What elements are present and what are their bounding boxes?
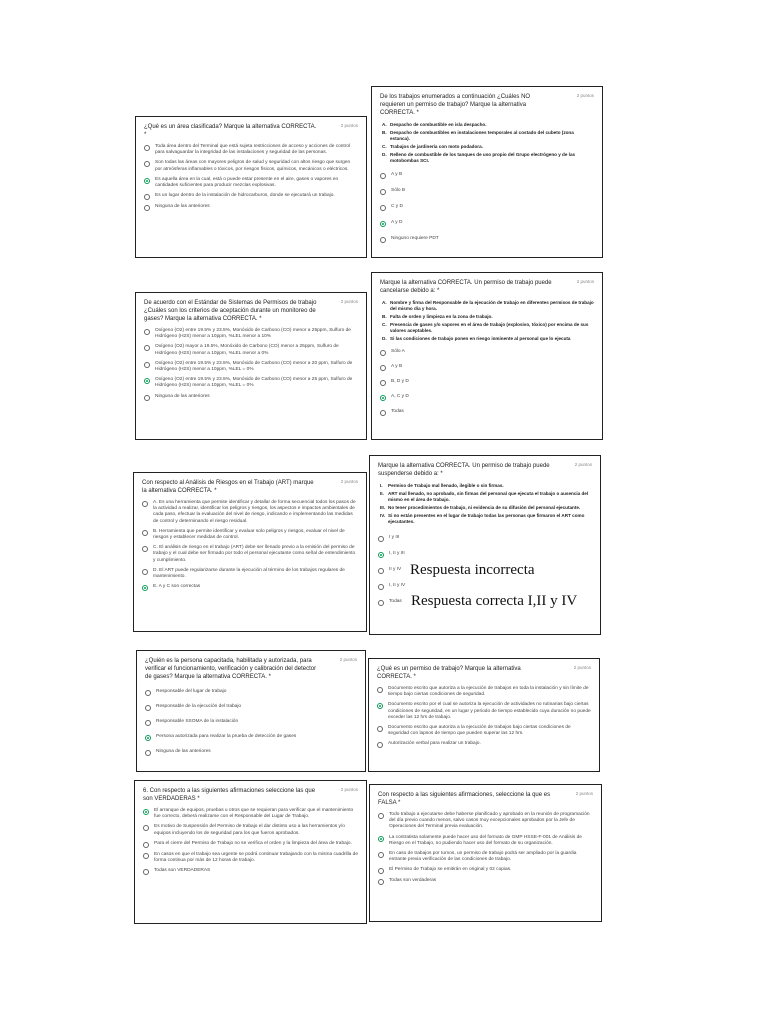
- option[interactable]: Sólo B: [380, 188, 594, 195]
- radio-icon[interactable]: [145, 750, 151, 756]
- radio-icon[interactable]: [377, 742, 383, 748]
- option[interactable]: Para el cierre del Permiso de Trabajo no se verifica el orden y la limpieza del área de trabajo.: [143, 841, 358, 848]
- option-selected[interactable]: Es aquella área en la cual, está o puede estar presente en el aire, gases o vapores en cantidades suficientes para producir mezclas explosivas.: [144, 177, 358, 189]
- question-title: Marque la alternativa CORRECTA. Un permiso de trabajo puede cancelarse debido a: *: [380, 280, 552, 294]
- option[interactable]: Son todas las áreas con mayores peligros de salud y seguridad con altos riesgo que surgen por atmósferas inflamables o tóxicos, por riesgos físicos, químicos, mecánicos o eléctricos.: [144, 160, 358, 172]
- points-label: 2 puntos: [574, 462, 592, 467]
- radio-icon[interactable]: [142, 546, 148, 552]
- radio-icon[interactable]: [380, 189, 386, 195]
- option[interactable]: B. Herramienta que permite identificar y evaluar solo peligros y riesgos, evaluar el nivel de riesgos y establecer medidas de control.: [142, 529, 358, 541]
- option-selected[interactable]: Documento escrito por el cual se autoriza la ejecución de actividades no rutinarias bajo ciertas condiciones de seguridad, en un lugar y periodo de tiempo establecido cuya duración no puede exceder las 12 hrs de trabajo.: [377, 702, 591, 721]
- option[interactable]: El Permiso de Trabajo se emitirán en original y 02 copias.: [378, 867, 593, 874]
- radio-icon[interactable]: [378, 536, 384, 542]
- option-selected[interactable]: Persona autorizada para realizar la prueba de detección de gases: [145, 734, 357, 741]
- question-card-cancel-permit: [371, 272, 603, 440]
- radio-icon[interactable]: [380, 380, 386, 386]
- option[interactable]: Es motivo de Suspensión del Permiso de trabajo el dar distinto uso a las herramientos y/o equipos incluyendo los de seguridad para los que fueron aprobados.: [143, 824, 358, 836]
- radio-selected-icon[interactable]: [142, 585, 148, 591]
- radio-icon[interactable]: [143, 842, 149, 848]
- points-label: 2 puntos: [339, 657, 357, 662]
- points-label: 2 puntos: [340, 123, 358, 128]
- option[interactable]: Autorización verbal para realizar un trabajo.: [377, 741, 591, 748]
- statement: B. Despacho de combustibles en instalaciones temporales al costado del cubeto (zona estanca).: [382, 130, 574, 141]
- option[interactable]: Responsable del lugar de trabajo: [145, 689, 357, 696]
- option[interactable]: B, D y D: [380, 379, 594, 386]
- option[interactable]: C y D: [380, 204, 594, 211]
- radio-icon[interactable]: [144, 145, 150, 151]
- radio-icon[interactable]: [144, 205, 150, 211]
- radio-selected-icon[interactable]: [145, 735, 151, 741]
- statement: C. Presencia de gases y/o vapores en el área de trabajo (explosivo, tóxico) por encima de sus valores aceptables.: [382, 322, 589, 333]
- option[interactable]: Oxígeno (O2) entre 19.5% y 23.5%, Monóxido de Carbono (CO) menor a 25ppm, Sulfuro de Hidrógeno (H2S) menor a 10ppm, %LEL menor a 10%: [144, 328, 358, 340]
- question-card-gas-detector: [136, 650, 366, 772]
- radio-icon[interactable]: [378, 813, 384, 819]
- option[interactable]: Ninguna de las anteriores: [144, 394, 358, 401]
- option[interactable]: Ninguna de las anteriores: [145, 749, 357, 756]
- question-title: ¿Qué es un permiso de trabajo? Marque la alternativa CORRECTA. *: [377, 666, 521, 680]
- option[interactable]: I y III: [378, 535, 592, 542]
- radio-icon[interactable]: [378, 584, 384, 590]
- question-card-classified-area: [135, 116, 367, 258]
- radio-icon[interactable]: [378, 868, 384, 874]
- statement: D. Relleno de combustible de los tanques de uso propio del Grupo electrógeno y de las motobombas SCI.: [382, 152, 576, 163]
- radio-icon[interactable]: [378, 600, 384, 606]
- option[interactable]: En casos en que el trabajo sea urgente se podrá continuar trabajando con la misma cuadrilla de forma continua por más de 12 horas de trabajo.: [143, 852, 358, 864]
- option[interactable]: Responsable de la ejecución del trabajo: [145, 704, 357, 711]
- option[interactable]: Es un lugar dentro de la instalación de hidrocarburos, donde se ejecutará un trabajo.: [144, 193, 358, 200]
- option-selected[interactable]: El arranque de equipos, pruebas u otros que se requieran para verificar que el mantenimiento fue correcto, deberá realizarse con el Responsable del Lugar de Trabajo.: [143, 808, 358, 820]
- radio-icon[interactable]: [142, 530, 148, 536]
- radio-icon[interactable]: [142, 501, 148, 507]
- radio-icon[interactable]: [380, 205, 386, 211]
- annotation-correct: Respuesta correcta I,II y IV: [411, 593, 578, 609]
- option[interactable]: Todas: [378, 599, 592, 606]
- option[interactable]: D. El ART puede regularizarse durante la ejecución al término de los trabajos regulares de mantenimiento.: [142, 568, 358, 580]
- option[interactable]: En caso de trabajos por turnos, un permiso de trabajo podrá ser ampliado por la guardia entrante previa verificación de las condiciones de trabajo.: [378, 851, 593, 863]
- radio-selected-icon[interactable]: [380, 221, 386, 227]
- option[interactable]: Responsable SSOMA de la instalación: [145, 719, 357, 726]
- question-title: 6. Con respecto a las siguientes afirmaciones seleccione las que son VERDADERAS *: [143, 788, 316, 802]
- points-label: 2 puntos: [340, 787, 358, 792]
- radio-selected-icon[interactable]: [377, 703, 383, 709]
- option[interactable]: Todas: [380, 409, 594, 416]
- option[interactable]: Sólo A: [380, 349, 594, 356]
- option[interactable]: C. El análisis de riesgo en el trabajo (ART) debe ser llenado previo a la emisión del permiso de trabajo y el cual debe ser firmado por todo el personal ejecutante como señal de entendimiento y cumplimiento.: [142, 545, 358, 564]
- radio-icon[interactable]: [380, 237, 386, 243]
- radio-icon[interactable]: [145, 705, 151, 711]
- question-card-art: [133, 472, 367, 632]
- option[interactable]: A y B: [380, 364, 594, 371]
- points-label: 2 puntos: [576, 279, 594, 284]
- option-selected[interactable]: A y D: [380, 220, 594, 227]
- option[interactable]: II y IV: [378, 567, 592, 574]
- radio-selected-icon[interactable]: [378, 552, 384, 558]
- radio-selected-icon[interactable]: [378, 836, 384, 842]
- question-title: Marque la alternativa CORRECTA. Un permiso de trabajo puede suspenderse debido a: *: [378, 463, 550, 477]
- option[interactable]: A. Es una herramienta que permite identificar y detallar de forma secuencial todos los pasos de la actividad a realizar, identificar los peligros y riesgos, los aspectos e impactos ambientales de cada paso, efectuar la evaluación del nivel de riesgo, indicando e implementando las medidas de control y determinando el riesgo residual.: [142, 500, 358, 525]
- radio-icon[interactable]: [380, 365, 386, 371]
- statement: C. Trabajos de jardinería con moto podadora.: [382, 144, 483, 149]
- option-selected[interactable]: E. A y C son correctas: [142, 584, 358, 591]
- question-card-gas-monitoring: [135, 292, 367, 440]
- statement: IV. Si no están presentes en el lugar de trabajo todas las personas que firmaron el ART como ejecutantes.: [380, 513, 585, 524]
- points-label: 2 puntos: [340, 479, 358, 484]
- option[interactable]: Todas son verdaderas: [378, 878, 593, 885]
- radio-icon[interactable]: [380, 410, 386, 416]
- annotation-incorrect: Respuesta incorrecta: [410, 562, 535, 578]
- option[interactable]: Documento escrito que autoriza a la ejecución de trabajos en toda la instalación y sin límite de tiempo bajo ciertas condiciones de seguridad.: [377, 686, 591, 698]
- points-label: 2 puntos: [576, 93, 594, 98]
- question-title: De los trabajos enumerados a continuación ¿Cuáles NO requieren un permiso de trabajo? Marque la alternativa CORRECTA. *: [380, 94, 531, 116]
- question-title: Con respecto a las siguientes afirmaciones, seleccione la que es FALSA *: [378, 792, 551, 806]
- statement: III. No tener procedimientos de trabajo, ni evidencia de su difusión del personal ejecutante.: [380, 505, 581, 510]
- points-label: 2 puntos: [573, 665, 591, 670]
- radio-icon[interactable]: [378, 879, 384, 885]
- statement: A. Nombre y firma del Responsable de la ejecución de trabajo en diferentes permisos de trabajo del mismo día y hora.: [382, 300, 594, 311]
- radio-selected-icon[interactable]: [144, 178, 150, 184]
- radio-icon[interactable]: [378, 568, 384, 574]
- option[interactable]: Oxígeno (O2) entre 19.5% y 23.5%, Monóxido de Carbono (CO) menor a 20 ppm, Sulfuro de Hidrógeno (H2S) menor a 10ppm, %LEL = 0%: [144, 361, 358, 373]
- radio-icon[interactable]: [380, 173, 386, 179]
- points-label: 2 puntos: [340, 299, 358, 304]
- radio-icon[interactable]: [144, 362, 150, 368]
- question-title: ¿Quién es la persona capacitada, habilitada y autorizada, para verificar el funcionamiento, verificación y calibración del detector de gases? Marque la alternativa CORRECTA. *: [145, 658, 317, 680]
- radio-icon[interactable]: [378, 852, 384, 858]
- radio-icon[interactable]: [144, 395, 150, 401]
- option[interactable]: Ninguna de las anteriores: [144, 204, 358, 211]
- radio-icon[interactable]: [144, 161, 150, 167]
- question-title: Con respecto al Análisis de Riesgos en el Trabajo (ART) marque la alternativa CORRECTA. *: [142, 480, 314, 494]
- radio-icon[interactable]: [143, 825, 149, 831]
- radio-icon[interactable]: [377, 687, 383, 693]
- option[interactable]: Ninguno requiere PDT: [380, 236, 594, 243]
- option[interactable]: A y B: [380, 172, 594, 179]
- radio-icon[interactable]: [144, 194, 150, 200]
- statement: I. Permiso de Trabajo mal llenado, ilegible o sin firmas.: [380, 483, 504, 488]
- radio-icon[interactable]: [144, 329, 150, 335]
- question-card-what-is-permit: [368, 658, 600, 772]
- radio-icon[interactable]: [145, 690, 151, 696]
- radio-icon[interactable]: [380, 350, 386, 356]
- option-selected[interactable]: I, II y III: [378, 551, 592, 558]
- radio-icon[interactable]: [143, 853, 149, 859]
- question-card-no-permit: [371, 86, 603, 258]
- option-selected[interactable]: Oxígeno (O2) entre 19.5% y 23.5%, Monóxido de Carbono (CO) menor a 25 ppm, Sulfuro de Hidrógeno (H2S) menor a 10ppm, %LEL = 0%: [144, 377, 358, 389]
- option[interactable]: Todo trabajo a ejecutarse debe haberse planificado y aprobado en la reunión de programación del día previo cuando menos, salvo casos muy excepcionales aprobados por la Jefe de Operaciones del Terminal previa evaluación.: [378, 812, 593, 831]
- radio-icon[interactable]: [144, 345, 150, 351]
- option-selected[interactable]: La contratista solamente puede hacer uso del formato de GMP HSSE-F-001 de Análisis de Riesgo en el Trabajo, no pudiendo hacer uso del formato de su organización.: [378, 835, 593, 847]
- radio-icon[interactable]: [143, 869, 149, 875]
- radio-selected-icon[interactable]: [144, 378, 150, 384]
- option[interactable]: Toda área dentro del Terminal que está sujeta restricciones de acceso y acciones de control para salvaguardar la integridad de las instalaciones y seguridad de las personas.: [144, 144, 358, 156]
- radio-icon[interactable]: [145, 720, 151, 726]
- statement: D. Si las condiciones de trabajo ponen en riesgo inminente al personal que lo ejecuta: [382, 336, 571, 341]
- radio-icon[interactable]: [142, 569, 148, 575]
- question-card-false-statement: [369, 784, 602, 922]
- radio-selected-icon[interactable]: [380, 395, 386, 401]
- statement: A. Despacho de combustible en isla despacho.: [382, 122, 487, 127]
- statement: B. Falta de orden y limpieza en la zona de trabajo.: [382, 314, 493, 319]
- option-selected[interactable]: A, C y D: [380, 394, 594, 401]
- radio-selected-icon[interactable]: [143, 809, 149, 815]
- option[interactable]: Todas son VERDADERAS: [143, 868, 358, 875]
- option[interactable]: I, II y IV: [378, 583, 592, 590]
- points-label: 2 puntos: [575, 791, 593, 796]
- option[interactable]: Oxígeno (O2) mayor a 19.5%, Monóxido de Carbono (CO) menor a 25ppm, Sulfuro de Hidrógeno (H2S) menor a 10ppm, %LEL menor a 0%: [144, 344, 358, 356]
- question-card-true-statements: [134, 780, 367, 924]
- radio-icon[interactable]: [377, 726, 383, 732]
- statement: II. ART mal llenado, no aprobado, sin firmas del personal que ejecuta el trabajo o ausencia del mismo en el área de trabajo.: [380, 491, 589, 502]
- question-title: De acuerdo con el Estándar de Sistemas de Permisos de trabajo ¿Cuáles son los criterios de aceptación durante un monitoreo de gases? Marque la alternativa CORRECTA. *: [144, 300, 317, 322]
- question-title: ¿Qué es un área clasificada? Marque la alternativa CORRECTA. *: [144, 124, 317, 138]
- option[interactable]: Documento escrito que autoriza a la ejecución de trabajos bajo ciertas condiciones de seguridad con lapsos de tiempo que pueden superar las 12 hrs.: [377, 725, 591, 737]
